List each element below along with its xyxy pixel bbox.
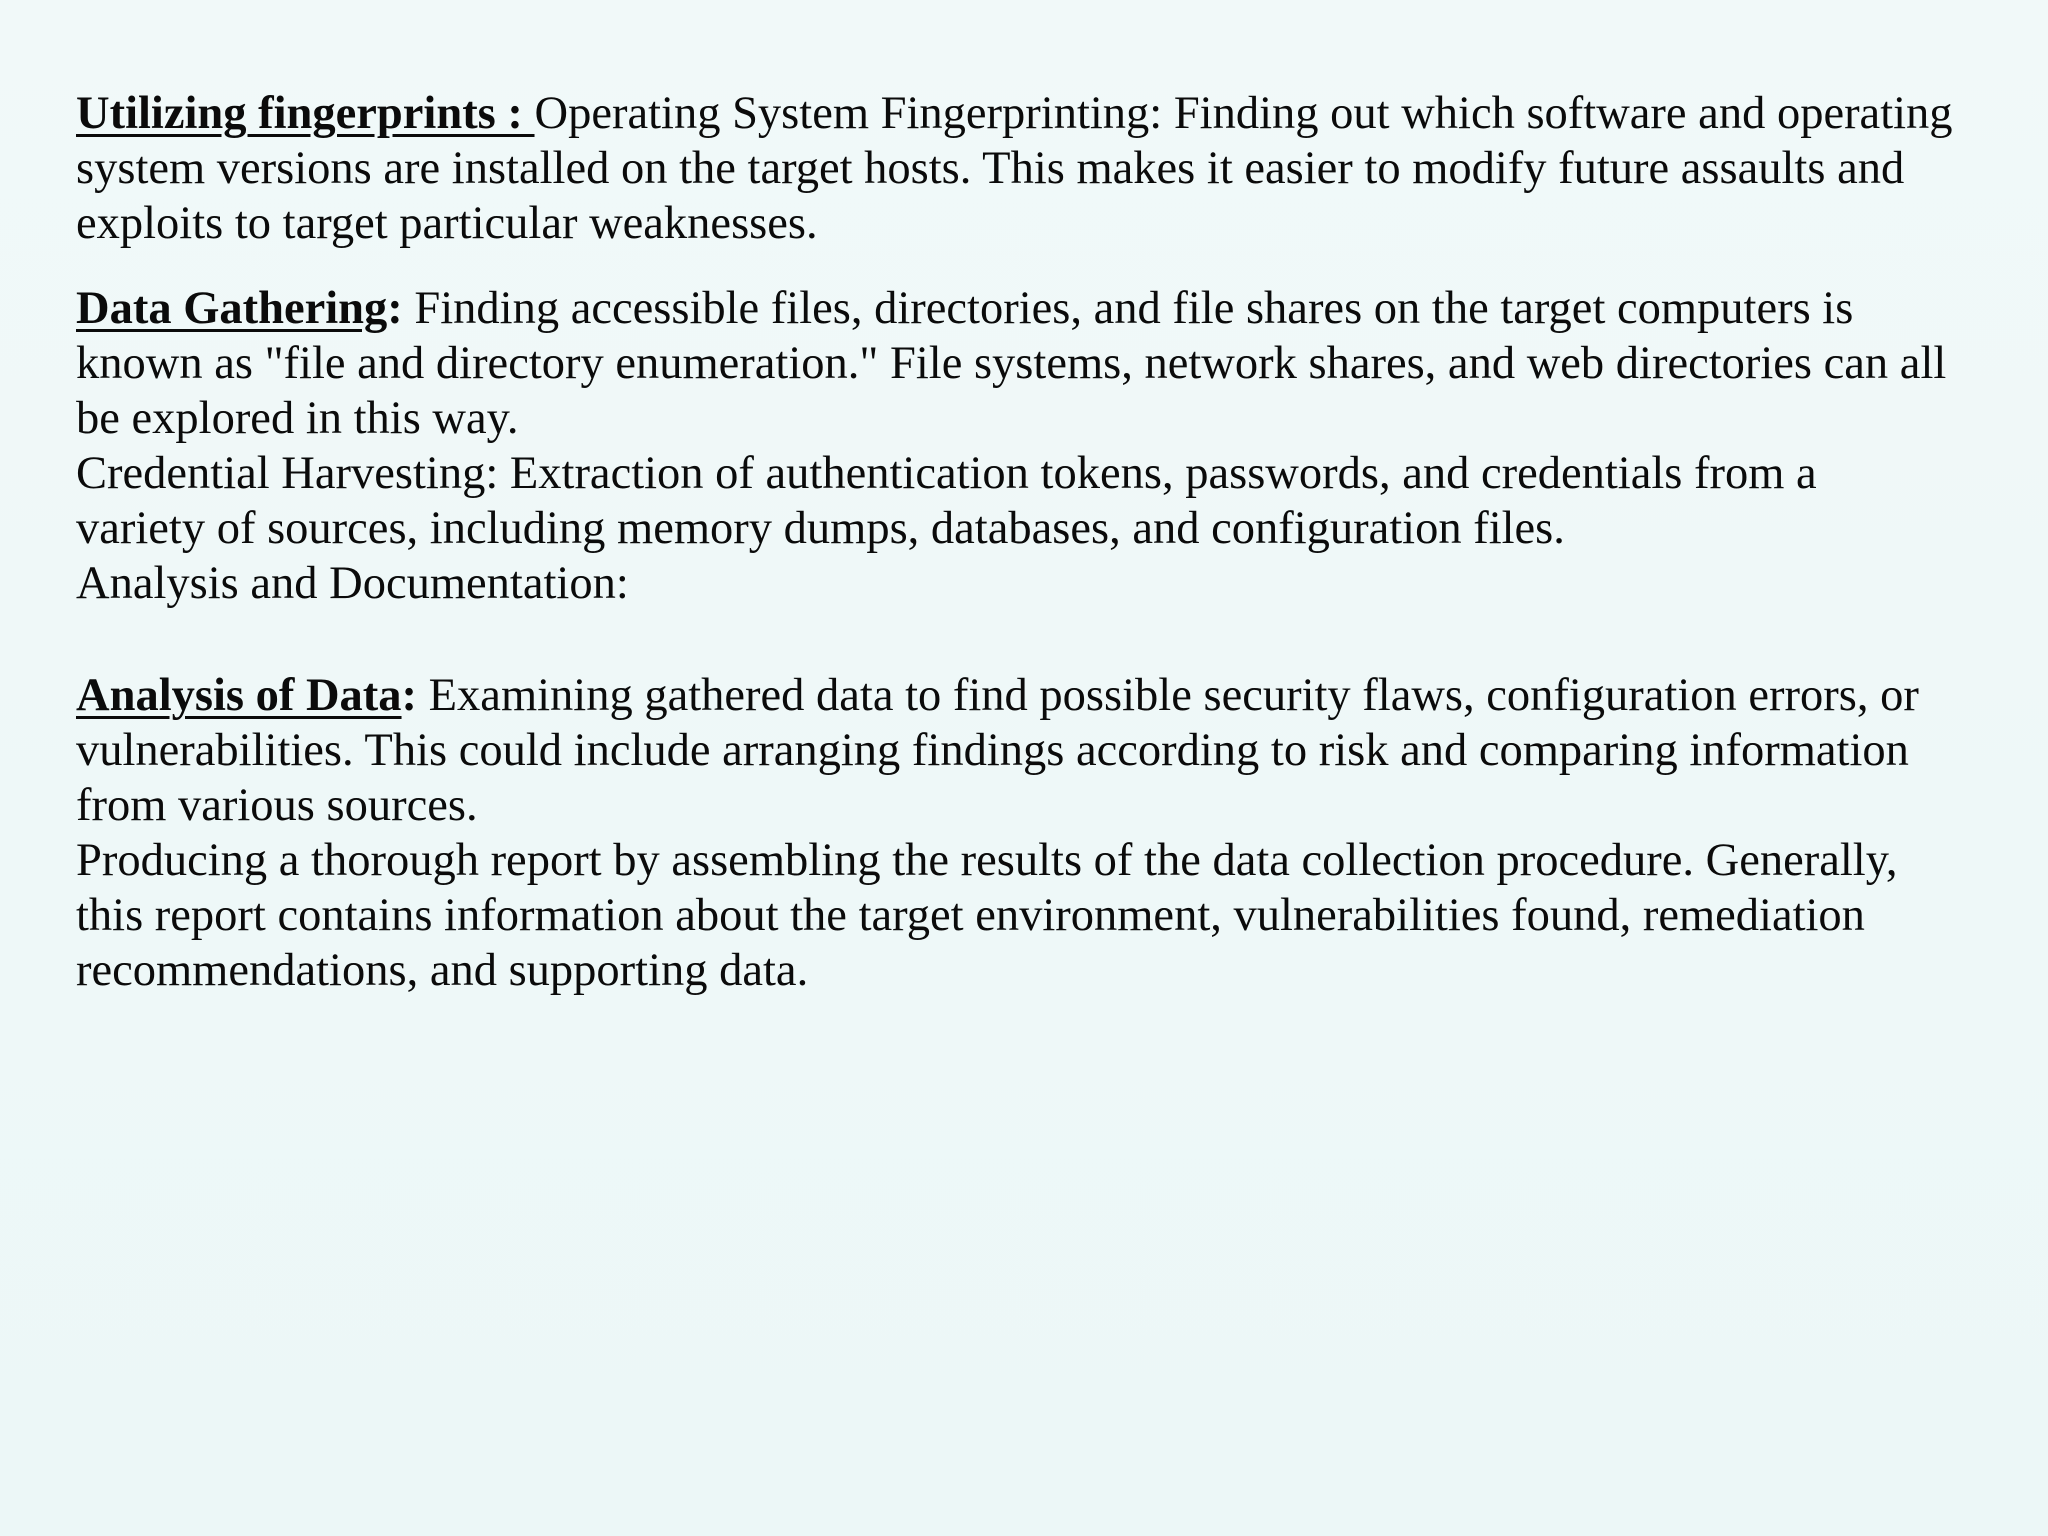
- analysis-documentation-text: Analysis and Documentation:: [76, 558, 629, 609]
- credential-harvesting-text: Credential Harvesting: Extraction of authentication tokens, passwords, and credentials from a variety of sources, including memory dumps, databases, and configuration files.: [76, 448, 1817, 554]
- section-fingerprints: [76, 86, 1956, 251]
- report-text: Producing a thorough report by assembling the results of the data collection procedure. Generally, this report contains information about the target environment, vulnerabilities found, remediation recommendations, and supporting data.: [76, 835, 1898, 996]
- slide-body: [76, 86, 1956, 998]
- section-text: Finding accessible files, directories, and file shares on the target computers is known as "file and directory enumeration." File systems, network shares, and web directories can all be explored in this way.: [76, 283, 1947, 444]
- section-heading: Data Gathering: [76, 283, 388, 334]
- section-heading-colon: :: [401, 670, 418, 721]
- section-data-gathering: [76, 281, 1956, 446]
- section-heading: Analysis of Data: [76, 670, 402, 721]
- section-heading-colon: :: [387, 283, 403, 334]
- section-text: Operating System Fingerprinting: Finding out which software and operating system versions are installed on the target hosts. This makes it easier to modify future assaults and exploits to target particular weaknesses.: [76, 88, 1953, 249]
- section-analysis-of-data: [76, 668, 1956, 833]
- section-text: Examining gathered data to find possible security flaws, configuration errors, or vulnerabilities. This could include arranging findings according to risk and comparing information from various sources.: [76, 670, 1919, 831]
- section-heading: Utilizing fingerprints :: [76, 88, 535, 139]
